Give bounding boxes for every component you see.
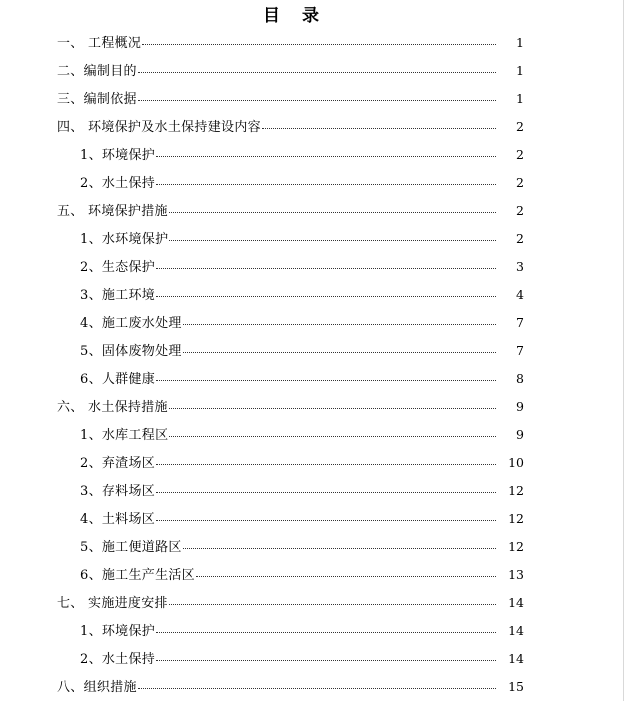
toc-entry[interactable] xyxy=(0,201,625,229)
toc-dot-leader xyxy=(138,99,496,101)
toc-entry-text: 二、编制目的 xyxy=(57,64,137,79)
toc-dot-leader xyxy=(169,603,496,605)
toc-entry-text: 1、环境保护 xyxy=(80,148,156,163)
toc-entry[interactable] xyxy=(0,117,625,145)
toc-entry[interactable] xyxy=(0,145,625,173)
toc-dot-leader xyxy=(138,687,496,689)
toc-page-number: 7 xyxy=(516,343,524,358)
toc-entry[interactable] xyxy=(0,61,625,89)
toc-dot-leader xyxy=(156,519,496,521)
toc-page-number: 2 xyxy=(516,147,524,162)
toc-entry-text: 2、水土保持 xyxy=(80,176,156,191)
toc-entry-text: 三、编制依据 xyxy=(57,92,137,107)
toc-page-number: 8 xyxy=(516,371,524,386)
toc-entry-text: 六、 水土保持措施 xyxy=(57,400,168,415)
toc-page-number: 1 xyxy=(516,91,524,106)
toc-page-number: 12 xyxy=(508,539,524,554)
toc-page-number: 7 xyxy=(516,315,524,330)
toc-page-number: 1 xyxy=(516,35,524,50)
toc-page-number: 2 xyxy=(516,119,524,134)
toc-entry-text: 1、水库工程区 xyxy=(80,428,169,443)
toc-entry-text: 5、固体废物处理 xyxy=(80,344,182,359)
toc-dot-leader xyxy=(156,463,496,465)
toc-entry-text: 1、环境保护 xyxy=(80,624,156,639)
toc-entry[interactable] xyxy=(0,229,625,257)
toc-page-number: 12 xyxy=(508,483,524,498)
toc-dot-leader xyxy=(156,659,496,661)
toc-entry-text: 3、存料场区 xyxy=(80,484,156,499)
toc-dot-leader xyxy=(156,295,496,297)
toc-dot-leader xyxy=(156,491,496,493)
toc-page-number: 2 xyxy=(516,231,524,246)
toc-entry-text: 3、施工环境 xyxy=(80,288,156,303)
toc-entry[interactable] xyxy=(0,397,625,425)
toc-page-number: 14 xyxy=(508,651,524,666)
toc-entry[interactable] xyxy=(0,537,625,565)
toc-dot-leader xyxy=(196,575,496,577)
toc-entry[interactable] xyxy=(0,173,625,201)
toc-dot-leader xyxy=(156,183,496,185)
toc-entry[interactable] xyxy=(0,257,625,285)
toc-dot-leader xyxy=(156,379,496,381)
toc-entry[interactable] xyxy=(0,285,625,313)
toc-entry[interactable] xyxy=(0,453,625,481)
toc-dot-leader xyxy=(169,239,496,241)
toc-dot-leader xyxy=(262,127,496,129)
toc-page-number: 10 xyxy=(508,455,524,470)
toc-entry[interactable] xyxy=(0,425,625,453)
toc-page-number: 15 xyxy=(508,679,524,694)
toc-entry[interactable] xyxy=(0,481,625,509)
toc-page-number: 2 xyxy=(516,203,524,218)
toc-dot-leader xyxy=(156,267,496,269)
toc-entry[interactable] xyxy=(0,593,625,621)
toc-entry[interactable] xyxy=(0,89,625,117)
toc-dot-leader xyxy=(169,407,496,409)
toc-page-number: 9 xyxy=(516,399,524,414)
toc-entry-text: 2、生态保护 xyxy=(80,260,156,275)
toc-page-number: 3 xyxy=(516,259,524,274)
toc-entry[interactable] xyxy=(0,33,625,61)
toc-entry-text: 6、人群健康 xyxy=(80,372,156,387)
toc-entry[interactable] xyxy=(0,369,625,397)
toc-dot-leader xyxy=(183,351,496,353)
toc-entry-text: 4、施工废水处理 xyxy=(80,316,182,331)
toc-page-number: 9 xyxy=(516,427,524,442)
toc-dot-leader xyxy=(169,435,496,437)
toc-dot-leader xyxy=(183,547,496,549)
toc-dot-leader xyxy=(169,211,496,213)
toc-page-number: 14 xyxy=(508,623,524,638)
toc-entry[interactable] xyxy=(0,341,625,369)
toc-page-number: 14 xyxy=(508,595,524,610)
toc-page-number: 13 xyxy=(508,567,524,582)
toc-dot-leader xyxy=(183,323,496,325)
toc-entry-text: 1、水环境保护 xyxy=(80,232,169,247)
toc-entry-text: 4、土料场区 xyxy=(80,512,156,527)
toc-entry-text: 五、 环境保护措施 xyxy=(57,204,168,219)
toc-entry[interactable] xyxy=(0,621,625,649)
toc-dot-leader xyxy=(138,71,496,73)
toc-entry[interactable] xyxy=(0,509,625,537)
toc-entry[interactable] xyxy=(0,313,625,341)
toc-entry-text: 一、 工程概况 xyxy=(57,36,142,51)
toc-entry-text: 八、组织措施 xyxy=(57,680,137,695)
toc-page-number: 2 xyxy=(516,175,524,190)
toc-list xyxy=(0,33,625,705)
toc-entry-text: 四、 环境保护及水土保持建设内容 xyxy=(57,120,261,135)
toc-page-number: 1 xyxy=(516,63,524,78)
toc-dot-leader xyxy=(156,631,496,633)
toc-entry-text: 2、水土保持 xyxy=(80,652,156,667)
toc-title: 目 录 xyxy=(263,6,327,26)
toc-entry[interactable] xyxy=(0,565,625,593)
toc-entry-text: 七、 实施进度安排 xyxy=(57,596,168,611)
toc-entry-text: 2、弃渣场区 xyxy=(80,456,156,471)
toc-entry[interactable] xyxy=(0,649,625,677)
toc-page-number: 12 xyxy=(508,511,524,526)
toc-dot-leader xyxy=(156,155,496,157)
toc-entry-text: 5、施工便道路区 xyxy=(80,540,182,555)
toc-dot-leader xyxy=(142,43,496,45)
toc-page-number: 4 xyxy=(516,287,524,302)
toc-entry-text: 6、施工生产生活区 xyxy=(80,568,195,583)
